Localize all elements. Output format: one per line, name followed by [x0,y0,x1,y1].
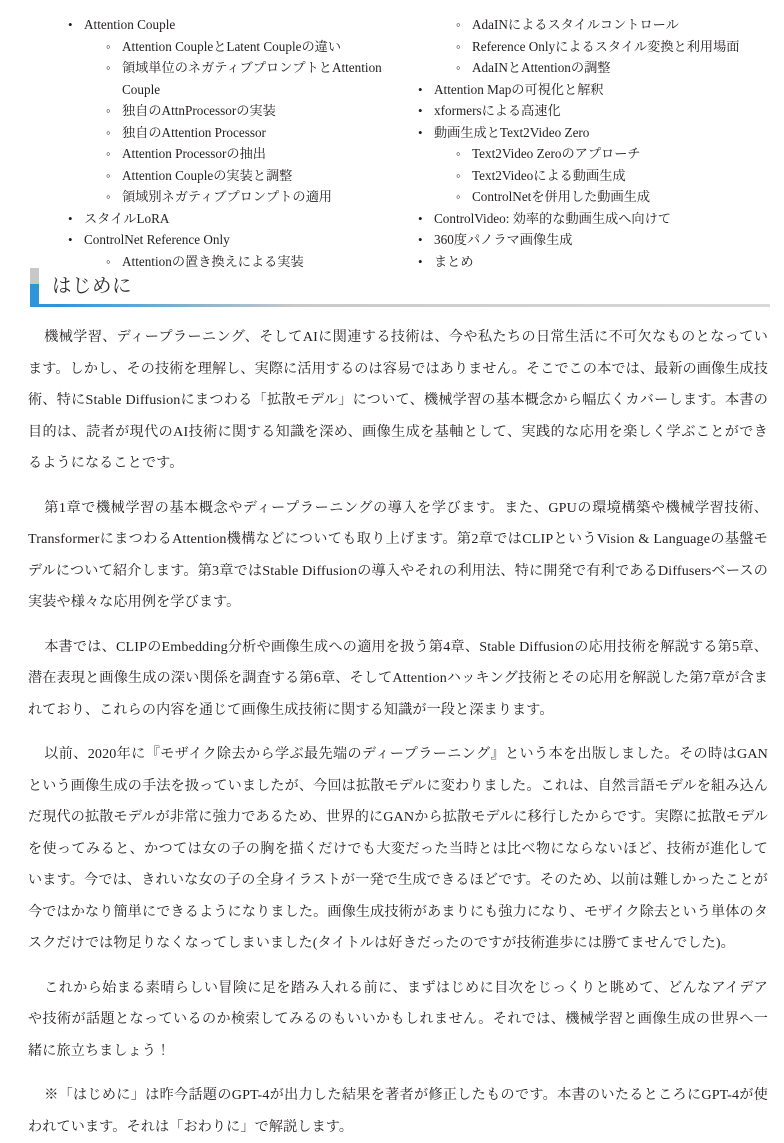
circle-bullet-icon [106,186,111,210]
body-paragraph: ※「はじめに」は昨今話題のGPT-4が出力した結果を著者が修正したものです。本書のいたるところにGPT-4が使われています。それは「おわりに」で解説します。 [28,1087,768,1135]
toc-sublist [412,14,784,79]
toc-list-right [412,14,784,272]
toc-item[interactable] [100,143,392,165]
toc-item-label: AdaINとAttentionの調整 [472,60,611,75]
circle-bullet-icon [456,165,461,189]
disc-bullet-icon [418,208,423,232]
body-text [28,322,768,1143]
toc-item[interactable] [100,165,392,187]
toc-item[interactable] [450,57,784,79]
toc-item-label: ControlNetを併用した動画生成 [472,189,651,204]
body-paragraph: 以前、2020年に『モザイク除去から学ぶ最先端のディープラーニング』という本を出版しました。その時はGANという画像生成の手法を扱っていましたが、今回は拡散モデルに変わりました。これは、自然言語モデルを組み込んだ現代の拡散モデルが非常に強力であるため、世界的にGANから拡散モデルに移行したからです。実際に拡散モデルを使ってみると、かつては女の子の胸を描くだけでも大変だった当時とは比べ物にならないほど、技術が進化しています。今では、きれいな女の子の全身イラストが一発で生成できるほどです。そのため、以前は難しかったことが今ではかなり簡単にできるようになりました。画像生成技術があまりにも強力になり、モザイク除去という単体のタスクだけでは物足りなくなってしまいました(タイトルは好きだったのですが技術進歩には勝てませんでした)。 [28,746,768,951]
heading-accent-bar-icon [30,268,39,304]
toc-item-label: 360度パノラマ画像生成 [434,232,573,247]
toc-sublist [62,36,392,208]
toc-column-left [62,14,392,272]
disc-bullet-icon [68,208,73,232]
circle-bullet-icon [456,57,461,81]
toc-item-label: まとめ [434,253,474,269]
toc-item-label: Attention Couple [84,17,176,32]
toc-item-label: Attention Mapの可視化と解釈 [434,81,604,97]
heading-divider-rule [30,304,770,307]
circle-bullet-icon [456,36,461,60]
toc-item[interactable] [450,186,784,208]
disc-bullet-icon [418,122,423,146]
toc-item-label: ControlVideo: 効率的な動画生成へ向けて [434,210,671,226]
toc-sublist [412,143,784,208]
toc-item-label: 動画生成とText2Video Zero [434,124,590,140]
toc-item-label: Attention CoupleとLatent Coupleの違い [122,38,342,54]
body-paragraph: 機械学習、ディープラーニング、そしてAIに関連する技術は、今や私たちの日常生活に不可欠なものとなっています。しかし、その技術を理解し、実際に活用するのは容易ではありません。そこでこの本では、最新の画像生成技術、特にStable Diffusionにまつわる「拡散モデル」について、機械学習の基本概念から幅広くカバーします。本書の目的は、読者が現代のAI技術に関する知識を深め、画像生成を基軸として、実践的な応用を楽しく学ぶことができるようになることです。 [28,329,768,471]
toc-item[interactable] [100,36,392,58]
toc-item[interactable] [412,100,784,122]
body-paragraph: これから始まる素晴らしい冒険に足を踏み入れる前に、まずはじめに目次をじっくりと眺めて、どんなアイデアや技術が話題となっているのか検索してみるのもいいかもしれません。それでは、機械学習と画像生成の世界へ一緒に旅立ちましょう！ [28,979,768,1059]
toc-list-left [62,14,392,272]
toc-item-label: 領域単位のネガティブプロンプトとAttention Couple [122,60,382,97]
disc-bullet-icon [68,14,73,38]
disc-bullet-icon [418,100,423,124]
circle-bullet-icon [106,36,111,60]
toc-column-right [412,14,784,272]
circle-bullet-icon [456,14,461,38]
circle-bullet-icon [106,57,111,81]
toc-item[interactable] [450,143,784,165]
toc-item-label: Attention Coupleの実装と調整 [122,167,293,183]
toc-item[interactable] [412,122,784,144]
disc-bullet-icon [68,229,73,253]
toc-item[interactable] [450,165,784,187]
toc-item-label: 独自のAttention Processor [122,124,266,140]
body-paragraph: 第1章で機械学習の基本概念やディープラーニングの導入を学びます。また、GPUの環境構築や機械学習技術、TransformerにまつわるAttention機構などについても取り上げます。第2章ではCLIPというVision & Languageの基盤モデルについて紹介します。第3章ではStable Diffusionの導入やそれの利用法、特に開発で有利であるDiffusersベースの実装や様々な応用例を学びます。 [28,499,768,610]
toc-item-label: Text2Video Zeroのアプローチ [472,146,641,161]
toc-item[interactable] [100,57,392,100]
toc-item-label: ControlNet Reference Only [84,232,230,247]
toc-item[interactable] [100,100,392,122]
page-title: はじめに [52,275,133,297]
toc-item-label: xformersによる高速化 [434,103,561,118]
circle-bullet-icon [106,122,111,146]
toc-item[interactable] [62,14,392,36]
table-of-contents [0,14,784,269]
toc-item-label: 領域別ネガティブプロンプトの適用 [122,189,332,204]
toc-item[interactable] [412,229,784,251]
circle-bullet-icon [456,143,461,167]
disc-bullet-icon [418,79,423,103]
circle-bullet-icon [106,100,111,124]
toc-item-label: 独自のAttnProcessorの実装 [122,103,276,118]
toc-item-label: スタイルLoRA [84,210,170,226]
toc-item[interactable] [100,186,392,208]
toc-item[interactable] [62,229,392,251]
toc-item[interactable] [62,208,392,230]
toc-item-label: Attention Processorの抽出 [122,146,266,161]
body-paragraph: 本書では、CLIPのEmbedding分析や画像生成への適用を扱う第4章、Stable Diffusionの応用技術を解説する第5章、潜在表現と画像生成の深い関係を調査する第6章、そしてAttentionハッキング技術とその応用を解説した第7章が含まれており、これらの内容を通じて画像生成技術に関する知識が一段と深まります。 [28,638,768,718]
toc-item[interactable] [412,208,784,230]
toc-item-label: Reference Onlyによるスタイル変換と利用場面 [472,38,740,54]
section-heading [30,268,770,312]
toc-item[interactable] [450,14,784,36]
circle-bullet-icon [456,186,461,210]
toc-item-label: Attentionの置き換えによる実装 [122,253,304,269]
circle-bullet-icon [106,165,111,189]
circle-bullet-icon [106,143,111,167]
toc-item[interactable] [100,122,392,144]
toc-item[interactable] [450,36,784,58]
toc-item[interactable] [412,79,784,101]
disc-bullet-icon [418,229,423,253]
toc-item-label: Text2Videoによる動画生成 [472,167,626,183]
toc-item-label: AdaINによるスタイルコントロール [472,17,679,32]
